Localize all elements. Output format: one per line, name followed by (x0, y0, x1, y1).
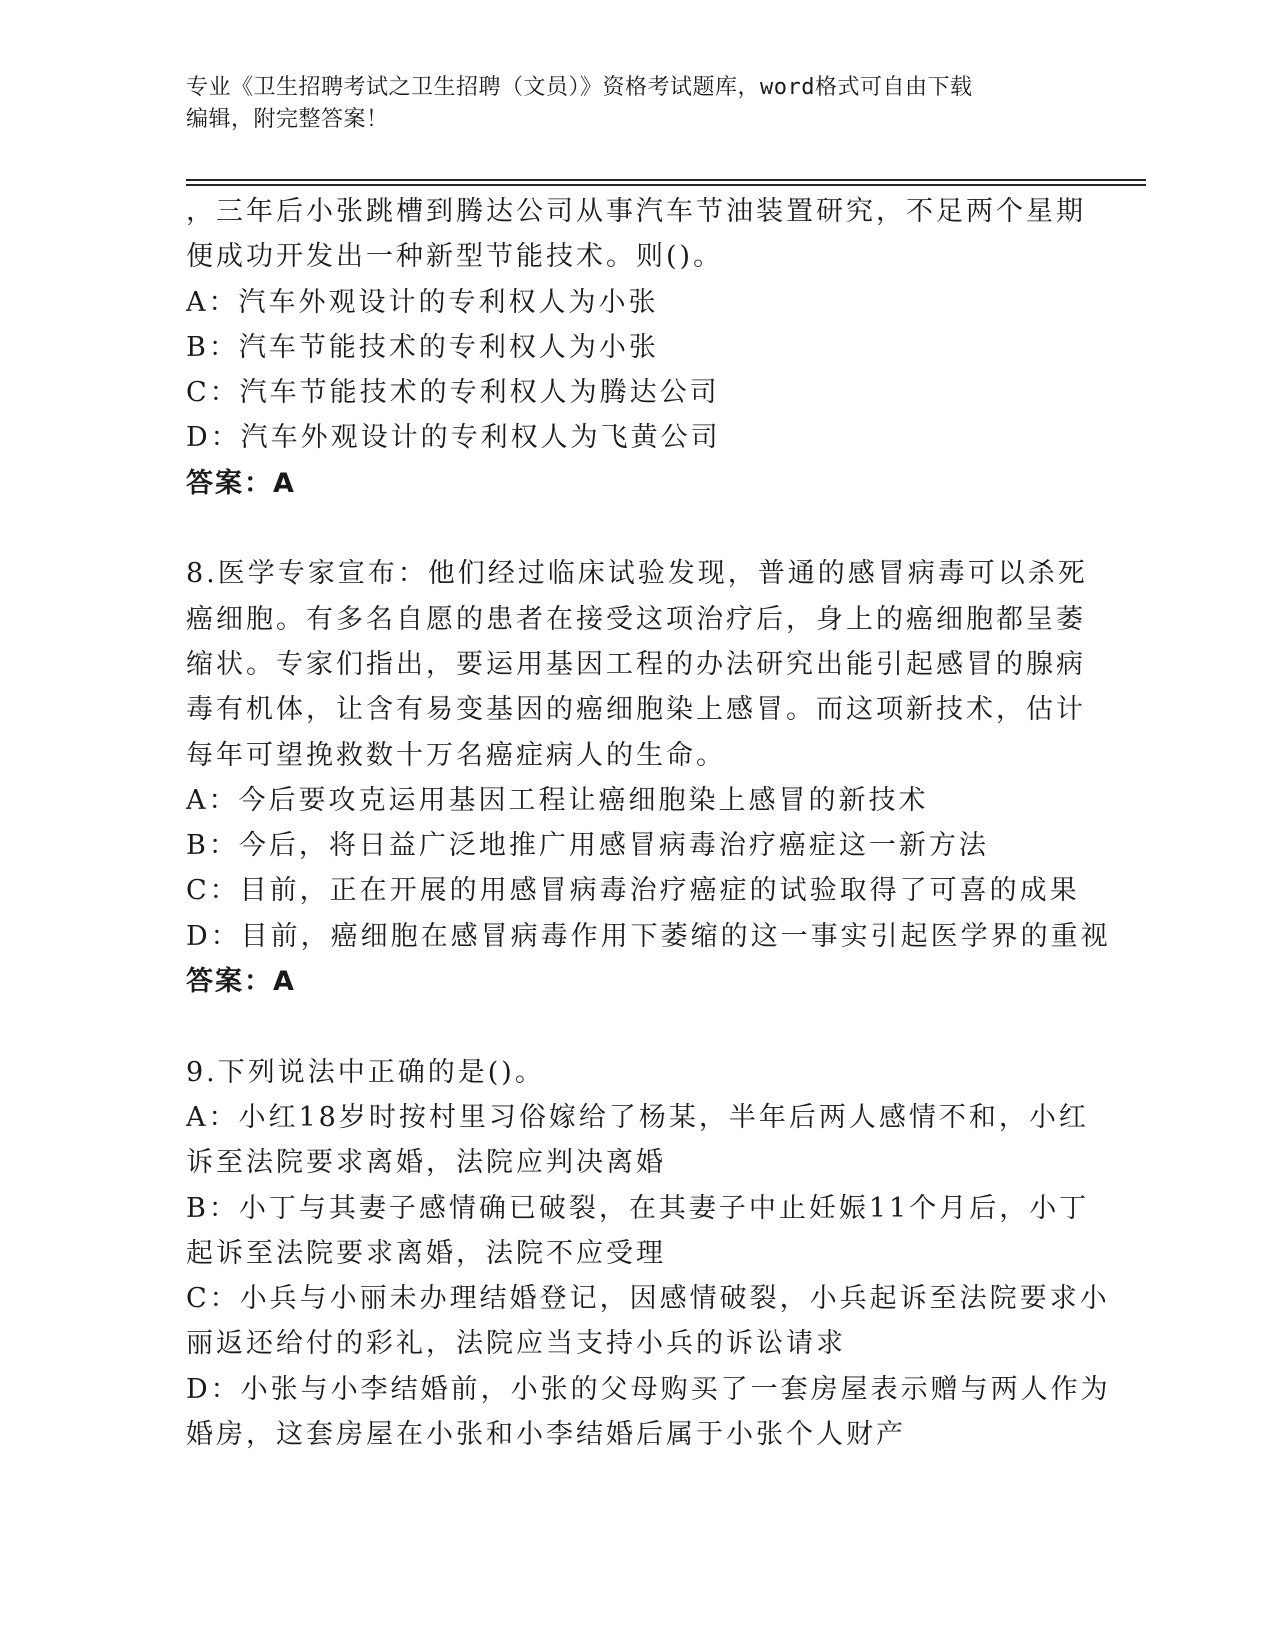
question-text-line: 癌细胞。有多名自愿的患者在接受这项治疗后，身上的癌细胞都呈萎 (186, 603, 1086, 635)
option-b: B：今后，将日益广泛地推广用感冒病毒治疗癌症这一新方法 (186, 830, 989, 862)
question-text-line: 每年可望挽救数十万名癌症病人的生命。 (186, 739, 726, 771)
question-9 (186, 1050, 1111, 1458)
header-line-2: 编辑，附完整答案！ (186, 107, 389, 132)
option-b: B：小丁与其妻子感情确已破裂，在其妻子中止妊娠11个月后，小丁 (186, 1192, 1090, 1224)
header-line-1: 专业《卫生招聘考试之卫生招聘（文员）》资格考试题库，word格式可自由下载 (186, 75, 973, 100)
answer-label: 答案：A (186, 467, 296, 499)
question-text-line: 9.下列说法中正确的是()。 (186, 1056, 545, 1088)
question-text-line: 8.医学专家宣布：他们经过临床试验发现，普通的感冒病毒可以杀死 (186, 558, 1088, 590)
question-text-line: 便成功开发出一种新型节能技术。则()。 (186, 241, 724, 273)
option-a-continued: 诉至法院要求离婚，法院应判决离婚 (186, 1147, 666, 1179)
option-a: A：汽车外观设计的专利权人为小张 (186, 286, 659, 318)
option-d-continued: 婚房，这套房屋在小张和小李结婚后属于小张个人财产 (186, 1419, 906, 1451)
option-c: C：小兵与小丽未办理结婚登记，因感情破裂，小兵起诉至法院要求小 (186, 1283, 1110, 1315)
question-text-line: ，三年后小张跳槽到腾达公司从事汽车节油装置研究，不足两个星期 (186, 196, 1086, 227)
question-7 (186, 189, 1086, 506)
header-divider-top (186, 179, 1146, 181)
option-a: A：小红18岁时按村里习俗嫁给了杨某，半年后两人感情不和，小红 (186, 1101, 1089, 1133)
document-header (186, 72, 1066, 136)
option-d: D：汽车外观设计的专利权人为飞黄公司 (186, 422, 721, 454)
question-text-line: 缩状。专家们指出，要运用基因工程的办法研究出能引起感冒的腺病 (186, 648, 1086, 680)
answer-label: 答案：A (186, 966, 296, 998)
option-b-continued: 起诉至法院要求离婚，法院不应受理 (186, 1237, 666, 1269)
document-body (186, 189, 1111, 1457)
question-8 (186, 551, 1111, 1004)
option-c: C：目前，正在开展的用感冒病毒治疗癌症的试验取得了可喜的成果 (186, 875, 1080, 907)
spacer (186, 1004, 1086, 1049)
question-text-line: 毒有机体，让含有易变基因的癌细胞染上感冒。而这项新技术，估计 (186, 694, 1086, 726)
header-divider-bottom (186, 184, 1146, 186)
option-a: A：今后要攻克运用基因工程让癌细胞染上感冒的新技术 (186, 784, 929, 816)
option-b: B：汽车节能技术的专利权人为小张 (186, 331, 659, 363)
option-d: D：小张与小李结婚前，小张的父母购买了一套房屋表示赠与两人作为 (186, 1373, 1111, 1405)
spacer (186, 506, 1086, 551)
option-d: D：目前，癌细胞在感冒病毒作用下萎缩的这一事实引起医学界的重视 (186, 920, 1111, 952)
option-c: C：汽车节能技术的专利权人为腾达公司 (186, 377, 720, 409)
option-c-continued: 丽返还给付的彩礼，法院应当支持小兵的诉讼请求 (186, 1328, 846, 1360)
